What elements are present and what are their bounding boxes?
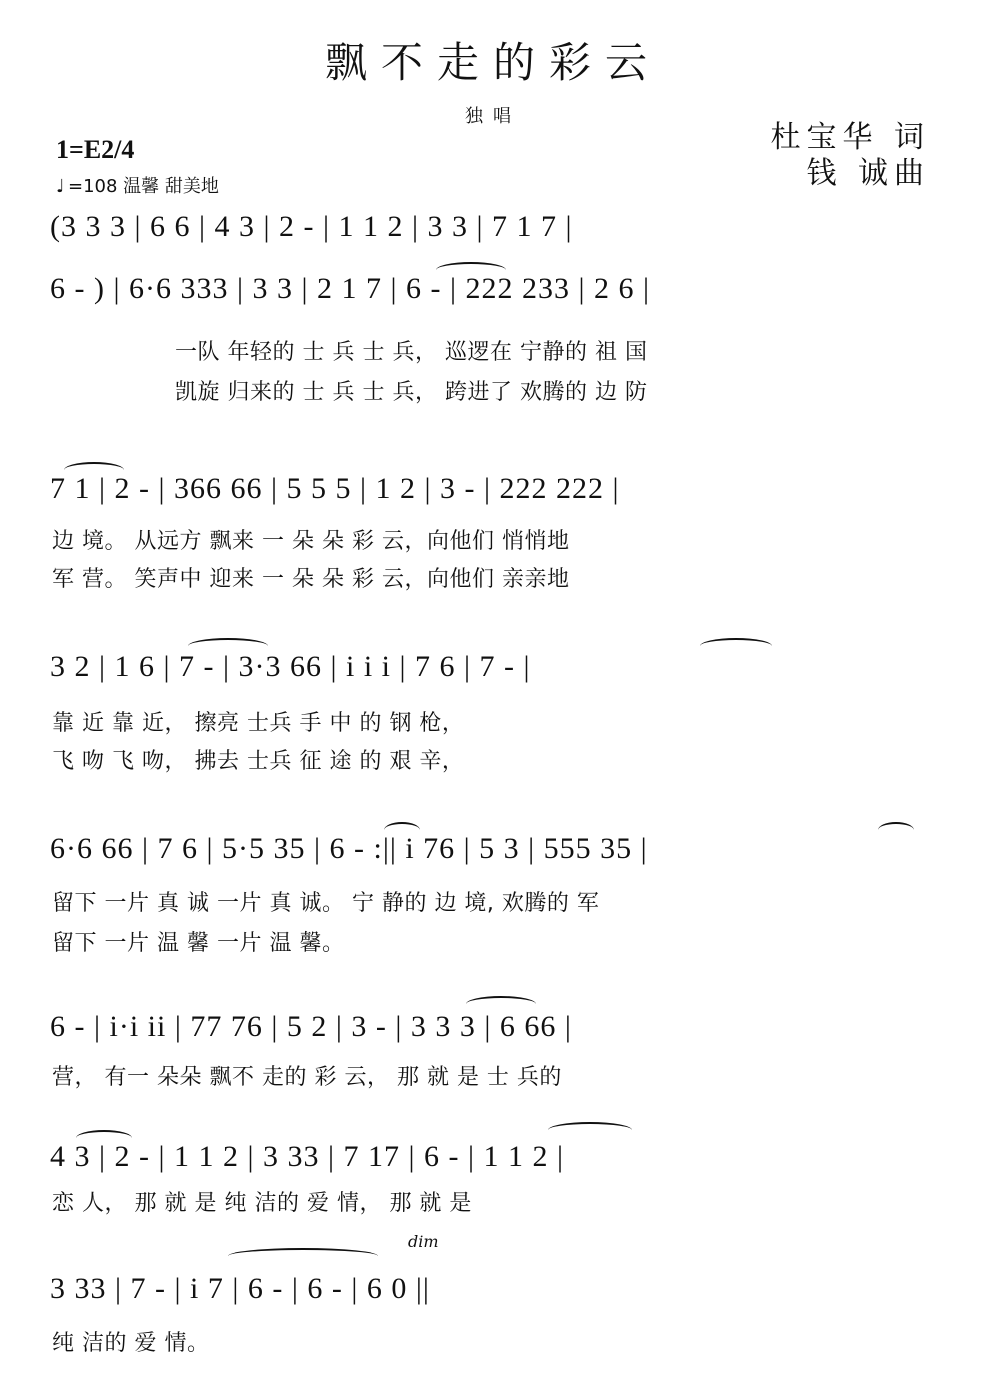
score-line-1: (3 3 3 | 6 6 | 4 3 | 2 - | 1 1 2 | 3 3 | 7 1 7 | xyxy=(50,210,573,243)
lyric-line-7: 纯 洁的 爱 情。 xyxy=(52,1331,210,1356)
composer-credit: 钱 诚曲 xyxy=(806,156,930,191)
lyric-line-2b: 军 营。 笑声中 迎来 一 朵 朵 彩 云，向他们 亲亲地 xyxy=(52,567,570,592)
score-line-7: 4 3 | 2 - | 1 1 2 | 3 33 | 7 17 | 6 - | 1 1 2 | xyxy=(50,1140,565,1173)
tempo-text: =108 温馨 甜美地 xyxy=(68,176,219,197)
tempo-marking xyxy=(56,172,219,198)
lyric-line-3b: 飞 吻 飞 吻， 拂去 士兵 征 途 的 艰 辛， xyxy=(52,749,465,774)
key-signature: 1=E2/4 xyxy=(56,135,135,164)
dynamic-marking: dim xyxy=(408,1232,439,1251)
score-line-8: 3 33 | 7 - | i 7 | 6 - | 6 - | 6 0 || xyxy=(50,1272,430,1305)
score-line-3: 7 1 | 2 - | 366 66 | 5 5 5 | 1 2 | 3 - | 222 222 | xyxy=(50,472,620,505)
score-line-6: 6 - | i·i ii | 77 76 | 5 2 | 3 - | 3 3 3 | 6 66 | xyxy=(50,1010,572,1043)
song-subtitle: 独唱 xyxy=(465,106,521,127)
lyric-line-4b: 留下 一片 温 馨 一片 温 馨。 xyxy=(52,931,345,956)
lyric-line-1a: 一队 年轻的 士 兵 士 兵， 巡逻在 宁静的 祖 国 xyxy=(175,340,648,365)
slur xyxy=(228,1248,378,1264)
score-line-5: 6·6 66 | 7 6 | 5·5 35 | 6 - :|| i 76 | 5 3 | 555 35 | xyxy=(50,832,648,865)
lyric-line-3a: 靠 近 靠 近， 擦亮 士兵 手 中 的 钢 枪， xyxy=(52,711,465,736)
slur xyxy=(548,1122,632,1138)
lyric-line-1b: 凯旋 归来的 士 兵 士 兵， 跨进了 欢腾的 边 防 xyxy=(175,380,648,405)
lyricist-credit: 杜宝华 词 xyxy=(770,120,930,155)
song-title: 飘不走的彩云 xyxy=(324,38,661,87)
score-line-2: 6 - ) | 6·6 333 | 3 3 | 2 1 7 | 6 - | 222 233 | 2 6 | xyxy=(50,272,651,305)
lyric-line-6: 恋 人， 那 就 是 纯 洁的 爱 情， 那 就 是 xyxy=(52,1191,472,1216)
lyric-line-2a: 边 境。 从远方 飘来 一 朵 朵 彩 云，向他们 悄悄地 xyxy=(52,529,570,554)
lyric-line-4a: 留下 一片 真 诚 一片 真 诚。 宁 静的 边 境, 欢腾的 军 xyxy=(52,891,600,916)
lyric-line-5: 营， 有一 朵朵 飘不 走的 彩 云， 那 就 是 士 兵的 xyxy=(52,1065,562,1090)
score-line-4: 3 2 | 1 6 | 7 - | 3·3 66 | i i i | 7 6 | 7 - | xyxy=(50,650,531,683)
quarter-note-icon: ♩ xyxy=(56,176,65,197)
